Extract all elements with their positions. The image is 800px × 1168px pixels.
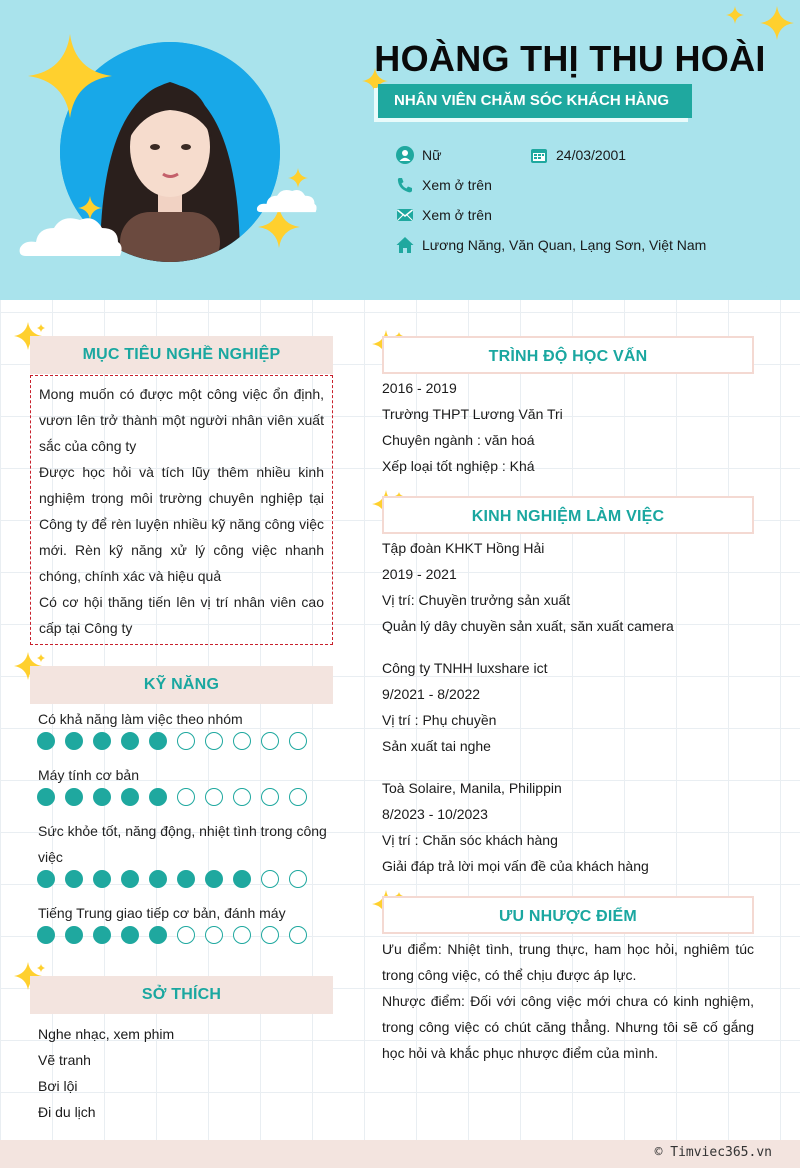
skill-dot-empty bbox=[205, 732, 223, 750]
hobbies-list bbox=[38, 1021, 333, 1125]
star-icon bbox=[760, 6, 794, 40]
skill-dot-filled bbox=[93, 788, 111, 806]
hobby-item: Nghe nhạc, xem phim bbox=[38, 1026, 175, 1042]
skill-label: Máy tính cơ bản bbox=[38, 767, 140, 783]
job-title: NHÂN VIÊN CHĂM SÓC KHÁCH HÀNG bbox=[378, 84, 692, 118]
skill-dot-empty bbox=[289, 870, 307, 888]
person-icon bbox=[396, 146, 414, 164]
address-row bbox=[396, 235, 726, 255]
skill-dot-filled bbox=[121, 732, 139, 750]
address-value: Lương Năng, Văn Quan, Lạng Sơn, Việt Nam bbox=[422, 237, 707, 253]
skill-dot-filled bbox=[177, 870, 195, 888]
skill-dot-filled bbox=[37, 732, 55, 750]
skill-dot-filled bbox=[121, 926, 139, 944]
skill-dot-filled bbox=[65, 788, 83, 806]
skill-dot-filled bbox=[65, 926, 83, 944]
skill-dot-filled bbox=[149, 870, 167, 888]
experience-heading: KINH NGHIỆM LÀM VIỆC bbox=[382, 496, 754, 534]
education-major: Chuyên ngành : văn hoá bbox=[382, 432, 535, 448]
footer bbox=[0, 1140, 800, 1168]
skills-heading: KỸ NĂNG bbox=[30, 666, 333, 704]
experience-period: 9/2021 - 8/2022 bbox=[382, 686, 481, 702]
gender-value: Nữ bbox=[422, 147, 442, 163]
experience-entry bbox=[382, 775, 754, 879]
hobby-item: Bơi lội bbox=[38, 1078, 78, 1094]
skill-dot-filled bbox=[149, 926, 167, 944]
skill-dot-filled bbox=[149, 788, 167, 806]
objective-heading: MỤC TIÊU NGHỀ NGHIỆP bbox=[30, 336, 333, 374]
experience-period: 8/2023 - 10/2023 bbox=[382, 806, 488, 822]
experience-position: Vị trí: Chuyền trưởng sản xuất bbox=[382, 592, 571, 608]
experience-entry bbox=[382, 535, 754, 639]
strengths-text bbox=[382, 936, 754, 1066]
experience-period: 2019 - 2021 bbox=[382, 566, 457, 582]
strengths-heading: ƯU NHƯỢC ĐIỂM bbox=[382, 896, 754, 934]
skill-dot-filled bbox=[121, 870, 139, 888]
hobby-item: Vẽ tranh bbox=[38, 1052, 91, 1068]
star-icon bbox=[28, 34, 112, 118]
skill-dot-empty bbox=[205, 926, 223, 944]
skill-dot-filled bbox=[205, 870, 223, 888]
experience-position: Vị trí : Phụ chuyền bbox=[382, 712, 497, 728]
experience-entry bbox=[382, 655, 754, 759]
skill-dot-empty bbox=[261, 788, 279, 806]
skill-dot-empty bbox=[233, 926, 251, 944]
objective-box bbox=[30, 375, 333, 645]
birthday-value: 24/03/2001 bbox=[556, 147, 627, 163]
skill-dot-empty bbox=[205, 788, 223, 806]
skill-dot-filled bbox=[93, 732, 111, 750]
skill-dot-filled bbox=[37, 926, 55, 944]
skill-label: Tiếng Trung giao tiếp cơ bản, đánh máy bbox=[38, 905, 286, 921]
skill-dot-empty bbox=[177, 732, 195, 750]
education-school: Trường THPT Lương Văn Tri bbox=[382, 406, 563, 422]
skill-dot-filled bbox=[121, 788, 139, 806]
skill-dot-filled bbox=[37, 788, 55, 806]
skill-dot-filled bbox=[93, 870, 111, 888]
experience-company: Tập đoàn KHKT Hồng Hải bbox=[382, 540, 545, 556]
cloud-icon bbox=[18, 212, 124, 262]
skill-dot-empty bbox=[177, 926, 195, 944]
candidate-name: HOÀNG THỊ THU HOÀI bbox=[374, 38, 766, 79]
skill-dot-empty bbox=[233, 788, 251, 806]
birthday-row bbox=[530, 145, 680, 165]
email-icon bbox=[396, 206, 414, 224]
cloud-icon bbox=[256, 186, 318, 216]
objective-paragraph: Mong muốn có được một công việc ổn định, vươn lên trở thành một người nhân viên xuất sắc của công ty bbox=[39, 386, 324, 454]
home-icon bbox=[396, 236, 414, 254]
star-icon bbox=[288, 168, 308, 188]
skill-dot-empty bbox=[289, 732, 307, 750]
objective-paragraph: Có cơ hội thăng tiến lên vị trí nhân viên cao cấp tại Công ty bbox=[39, 594, 324, 636]
skill-dot-empty bbox=[177, 788, 195, 806]
experience-description: Giải đáp trả lời mọi vấn đề của khách hàng bbox=[382, 858, 649, 874]
objective-paragraph: Được học hỏi và tích lũy thêm nhiều kinh nghiệm trong môi trường chuyên nghiệp tại Công ty để rèn luyện nhiều kỹ năng công việc mới. Rèn kỹ năng xử lý công việc nhanh chóng, chính xác và hiệu quả bbox=[39, 464, 324, 584]
education-grade: Xếp loại tốt nghiệp : Khá bbox=[382, 458, 535, 474]
skill-dot-filled bbox=[93, 926, 111, 944]
education-period: 2016 - 2019 bbox=[382, 380, 457, 396]
skill-dot-filled bbox=[233, 870, 251, 888]
email-row bbox=[396, 205, 596, 225]
skill-label: Có khả năng làm việc theo nhóm bbox=[38, 711, 243, 727]
strengths-paragraph: Ưu điểm: Nhiệt tình, trung thực, ham học hỏi, nghiêm túc trong công việc, có thể chịu được áp lực. bbox=[382, 941, 754, 983]
phone-value: Xem ở trên bbox=[422, 177, 492, 193]
experience-position: Vị trí : Chăn sóc khách hàng bbox=[382, 832, 558, 848]
skill-dot-filled bbox=[37, 870, 55, 888]
phone-row bbox=[396, 175, 596, 195]
education-details bbox=[382, 375, 754, 479]
experience-company: Toà Solaire, Manila, Philippin bbox=[382, 780, 562, 796]
skill-dot-empty bbox=[289, 788, 307, 806]
skill-dot-filled bbox=[65, 870, 83, 888]
experience-description: Sản xuất tai nghe bbox=[382, 738, 491, 754]
star-icon bbox=[726, 6, 744, 24]
skill-dot-empty bbox=[261, 732, 279, 750]
skill-dot-empty bbox=[261, 870, 279, 888]
education-heading: TRÌNH ĐỘ HỌC VẤN bbox=[382, 336, 754, 374]
calendar-icon bbox=[530, 146, 548, 164]
experience-company: Công ty TNHH luxshare ict bbox=[382, 660, 548, 676]
gender-row bbox=[396, 145, 516, 165]
skill-dot-empty bbox=[289, 926, 307, 944]
hobby-item: Đi du lịch bbox=[38, 1104, 96, 1120]
skill-dot-empty bbox=[233, 732, 251, 750]
skill-label: Sức khỏe tốt, năng động, nhiệt tình trong công việc bbox=[38, 823, 327, 865]
skill-dot-empty bbox=[261, 926, 279, 944]
copyright-link[interactable]: © Timviec365.vn bbox=[654, 1145, 772, 1160]
skill-dot-filled bbox=[149, 732, 167, 750]
experience-description: Quản lý dây chuyền sản xuất, săn xuất camera bbox=[382, 618, 674, 634]
hobbies-heading: SỞ THÍCH bbox=[30, 976, 333, 1014]
email-value: Xem ở trên bbox=[422, 207, 492, 223]
header-scallop-edge bbox=[0, 270, 800, 304]
phone-icon bbox=[396, 176, 414, 194]
weaknesses-paragraph: Nhược điểm: Đối với công việc mới chưa có kinh nghiệm, trong công việc có chút căng thẳng. Nhưng tôi sẽ cố gắng học hỏi và khắc phục nhược điểm của mình. bbox=[382, 993, 754, 1061]
skill-dot-filled bbox=[65, 732, 83, 750]
